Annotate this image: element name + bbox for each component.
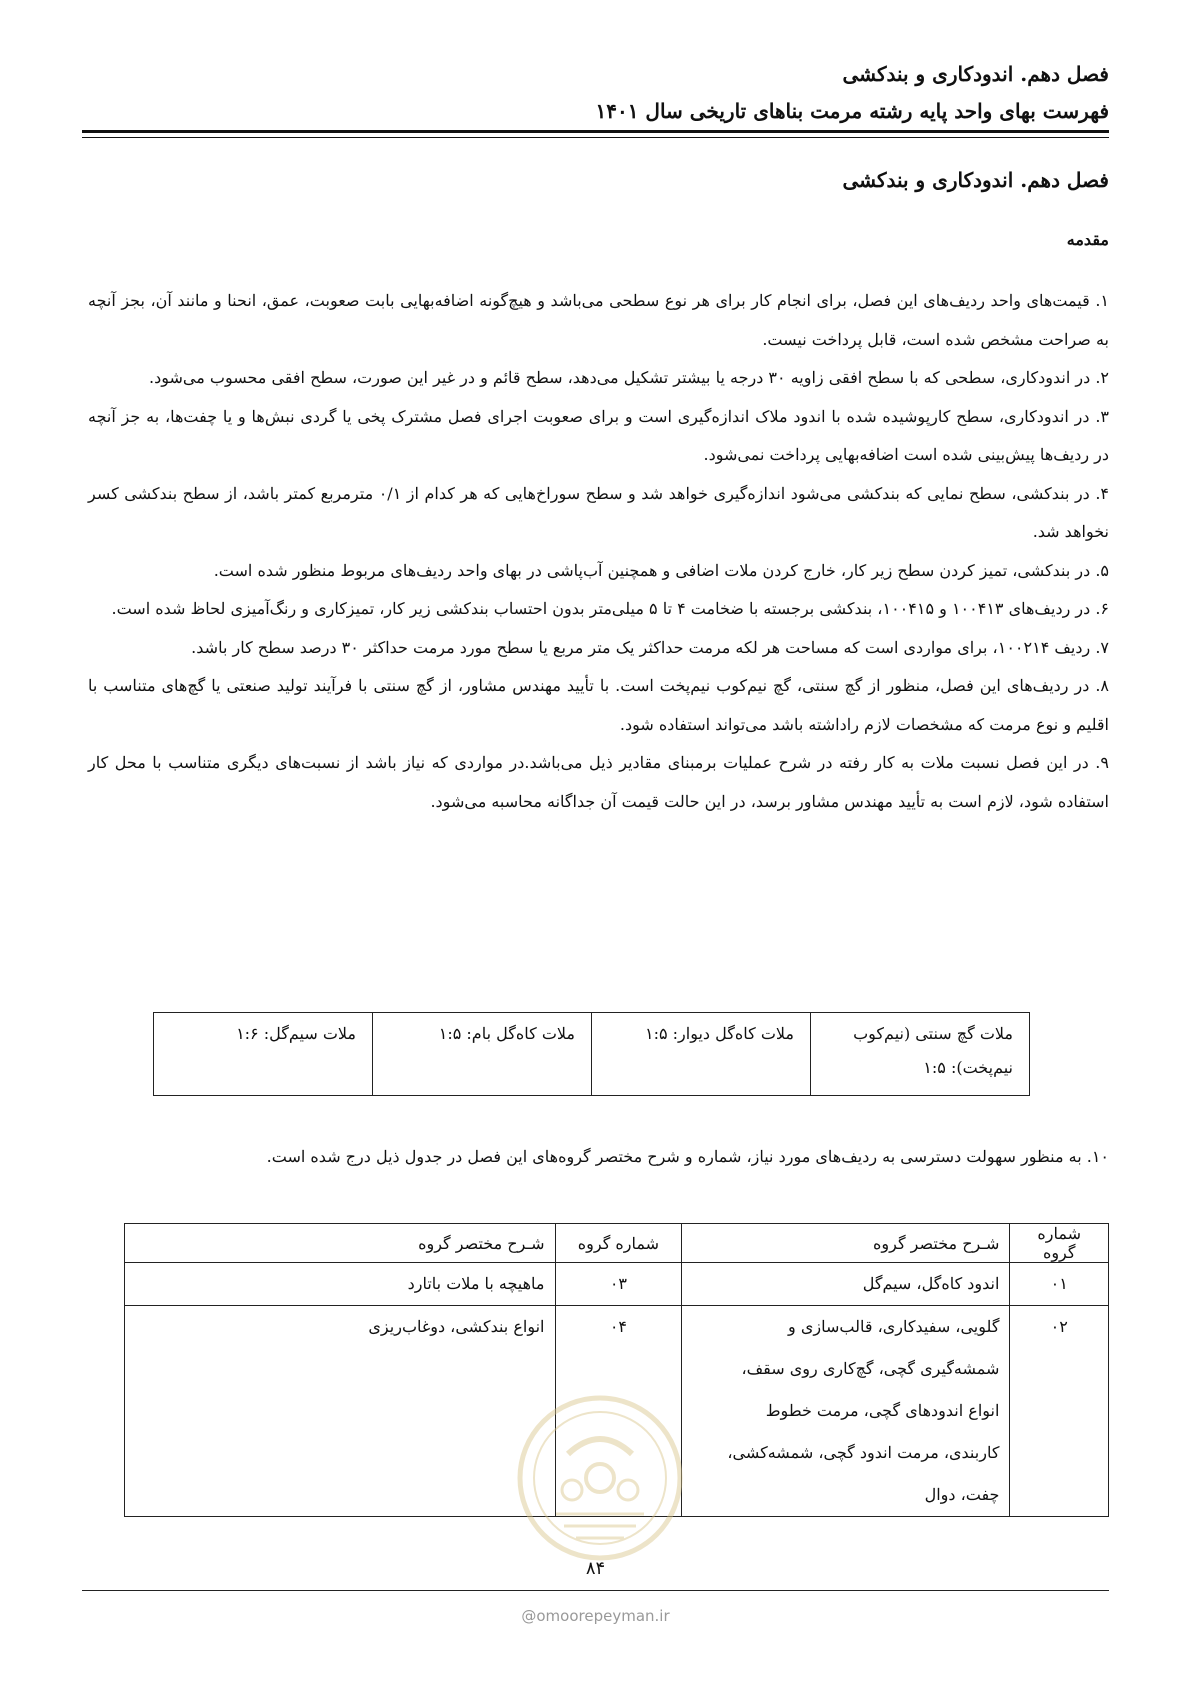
intro-heading: مقدمه [1066, 230, 1109, 249]
group-desc-line: اندود کاه‌گل، سیم‌گل [862, 1274, 1000, 1293]
group-desc-line: کاربندی، مرمت اندود گچی، شمشه‌کشی، [727, 1443, 1000, 1462]
paragraph-3: ۳. در اندودکاری، سطح کارپوشیده شده با اندود ملاک اندازه‌گیری است و برای صعوبت اجرای فصل مشترک پخی یا گردی نبش‌ها و یا چفت‌ها، به جز آنچه در ردیف‌ها پیش‌بینی شده است اضافه‌بهایی پرداخت نمی‌شود. [88, 406, 1109, 464]
paragraph-4: ۴. در بندکشی، سطح نمایی که بندکشی می‌شود اندازه‌گیری خواهد شد و سطح سوراخ‌هایی که هر کدام از ۰/۱ مترمربع کمتر باشد، از سطح بندکشی کسر نخواهد شد. [88, 483, 1109, 541]
paragraph-8: ۸. در ردیف‌های این فصل، منظور از گچ سنتی، گچ نیم‌کوب نیم‌پخت است. با تأیید مهندس مشاور، از گچ سنتی با فرآیند تولید صنعتی یا گچ‌های متناسب با اقلیم و نوع مرمت که مشخصات لازم راداشته باشد می‌تواند استفاده شود. [88, 676, 1109, 734]
mortar-cell-kahgel-roof: ملات کاه‌گل بام: ۱:۵ [373, 1013, 592, 1096]
group-number-cell: ۰۳ [555, 1263, 682, 1306]
paragraph-1: ۱. قیمت‌های واحد ردیف‌های این فصل، برای انجام کار برای هر نوع سطحی می‌باشد و هیچ‌گونه اضافه‌بهایی بابت صعوبت، عمق، انحنا و مانند آن، بجز آنچه به صراحت مشخص شده است، قابل پرداخت نیست. [88, 291, 1110, 349]
paragraph-2: ۲. در اندودکاری، سطحی که با سطح افقی زاویه ۳۰ درجه یا بیشتر تشکیل می‌دهد، سطح قائم و در غیر این صورت، سطح افقی محسوب می‌شود. [149, 368, 1109, 387]
mortar-cell-kahgel-wall: ملات کاه‌گل دیوار: ۱:۵ [592, 1013, 811, 1096]
group-desc-cell: انواع بندکشی، دوغاب‌ریزی [125, 1306, 556, 1517]
paragraph-6: ۶. در ردیف‌های ۱۰۰۴۱۳ و ۱۰۰۴۱۵، بندکشی برجسته با ضخامت ۴ تا ۵ میلی‌متر بدون احتساب بندکشی زیر کار، تمیزکاری و رنگ‌آمیزی لحاظ شده است. [111, 599, 1109, 618]
intro-paragraphs [88, 282, 1109, 821]
group-desc-cell [682, 1263, 1010, 1306]
header-chapter: فصل دهم. اندودکاری و بندکشی [842, 62, 1109, 86]
paragraph-5: ۵. در بندکشی، تمیز کردن سطح زیر کار، خارج کردن ملات اضافی و همچنین آب‌پاشی در بهای واحد ردیف‌های مربوط منظور شده است. [213, 560, 1109, 580]
section-title: فصل دهم. اندودکاری و بندکشی [842, 168, 1109, 192]
group-number-cell: ۰۴ [555, 1306, 682, 1517]
header-group-desc: شـرح مختصر گروه [125, 1224, 556, 1263]
header-group-number: شماره گروه [555, 1224, 682, 1263]
group-desc-cell [682, 1306, 1010, 1517]
page-number: ۸۴ [585, 1558, 606, 1579]
mortar-cell-simgel: ملات سیم‌گل: ۱:۶ [154, 1013, 373, 1096]
footer-site: @omoorepeyman.ir [521, 1607, 670, 1625]
header-group-number: شماره گروه [1010, 1224, 1109, 1263]
group-number-cell: ۰۲ [1010, 1306, 1109, 1517]
table-row [154, 1013, 1030, 1096]
mortar-cell-gypsum: ملات گچ سنتی (نیم‌کوب نیم‌پخت): ۱:۵ [811, 1013, 1030, 1096]
paragraph-7: ۷. ردیف ۱۰۰۲۱۴، برای مواردی است که مساحت هر لکه مرمت حداکثر یک متر مربع یا سطح مورد مرمت حداکثر ۳۰ درصد سطح کار باشد. [191, 637, 1109, 657]
table-header-row [125, 1224, 1109, 1263]
mortar-ratio-table [153, 1012, 1030, 1096]
group-desc-cell: ماهیچه با ملات باتارد [125, 1263, 556, 1306]
header-rule-thick [82, 130, 1109, 133]
group-desc-line: گلویی، سفیدکاری، قالب‌سازی و [788, 1317, 1000, 1336]
group-desc-line: شمشه‌گیری گچی، گچ‌کاری روی سقف، [741, 1359, 1000, 1378]
table-row [125, 1263, 1109, 1306]
header-price-list: فهرست بهای واحد پایه رشته مرمت بناهای تاریخی سال ۱۴۰۱ [595, 99, 1109, 123]
header-group-desc: شـرح مختصر گروه [682, 1224, 1010, 1263]
group-number-cell: ۰۱ [1010, 1263, 1109, 1306]
paragraph-9: ۹. در این فصل نسبت ملات به کار رفته در شرح عملیات برمبنای مقادیر ذیل می‌باشد.در مواردی که نیاز باشد از نسبت‌های دیگری متناسب با محل کار استفاده شود، لازم است به تأیید مهندس مشاور برسد، در این حالت قیمت آن جداگانه محاسبه می‌شود. [88, 753, 1109, 811]
header-rule-thin [82, 137, 1109, 138]
table-row [125, 1306, 1109, 1517]
footer-rule [82, 1590, 1109, 1591]
group-desc-line: انواع اندودهای گچی، مرمت خطوط [765, 1401, 1000, 1420]
note-10: ۱۰. به منظور سهولت دسترسی به ردیف‌های مورد نیاز، شماره و شرح مختصر گروه‌های این فصل در جدول ذیل درج شده است. [266, 1147, 1109, 1166]
group-desc-line: چفت، دوال [924, 1485, 1000, 1504]
groups-table [124, 1223, 1109, 1517]
